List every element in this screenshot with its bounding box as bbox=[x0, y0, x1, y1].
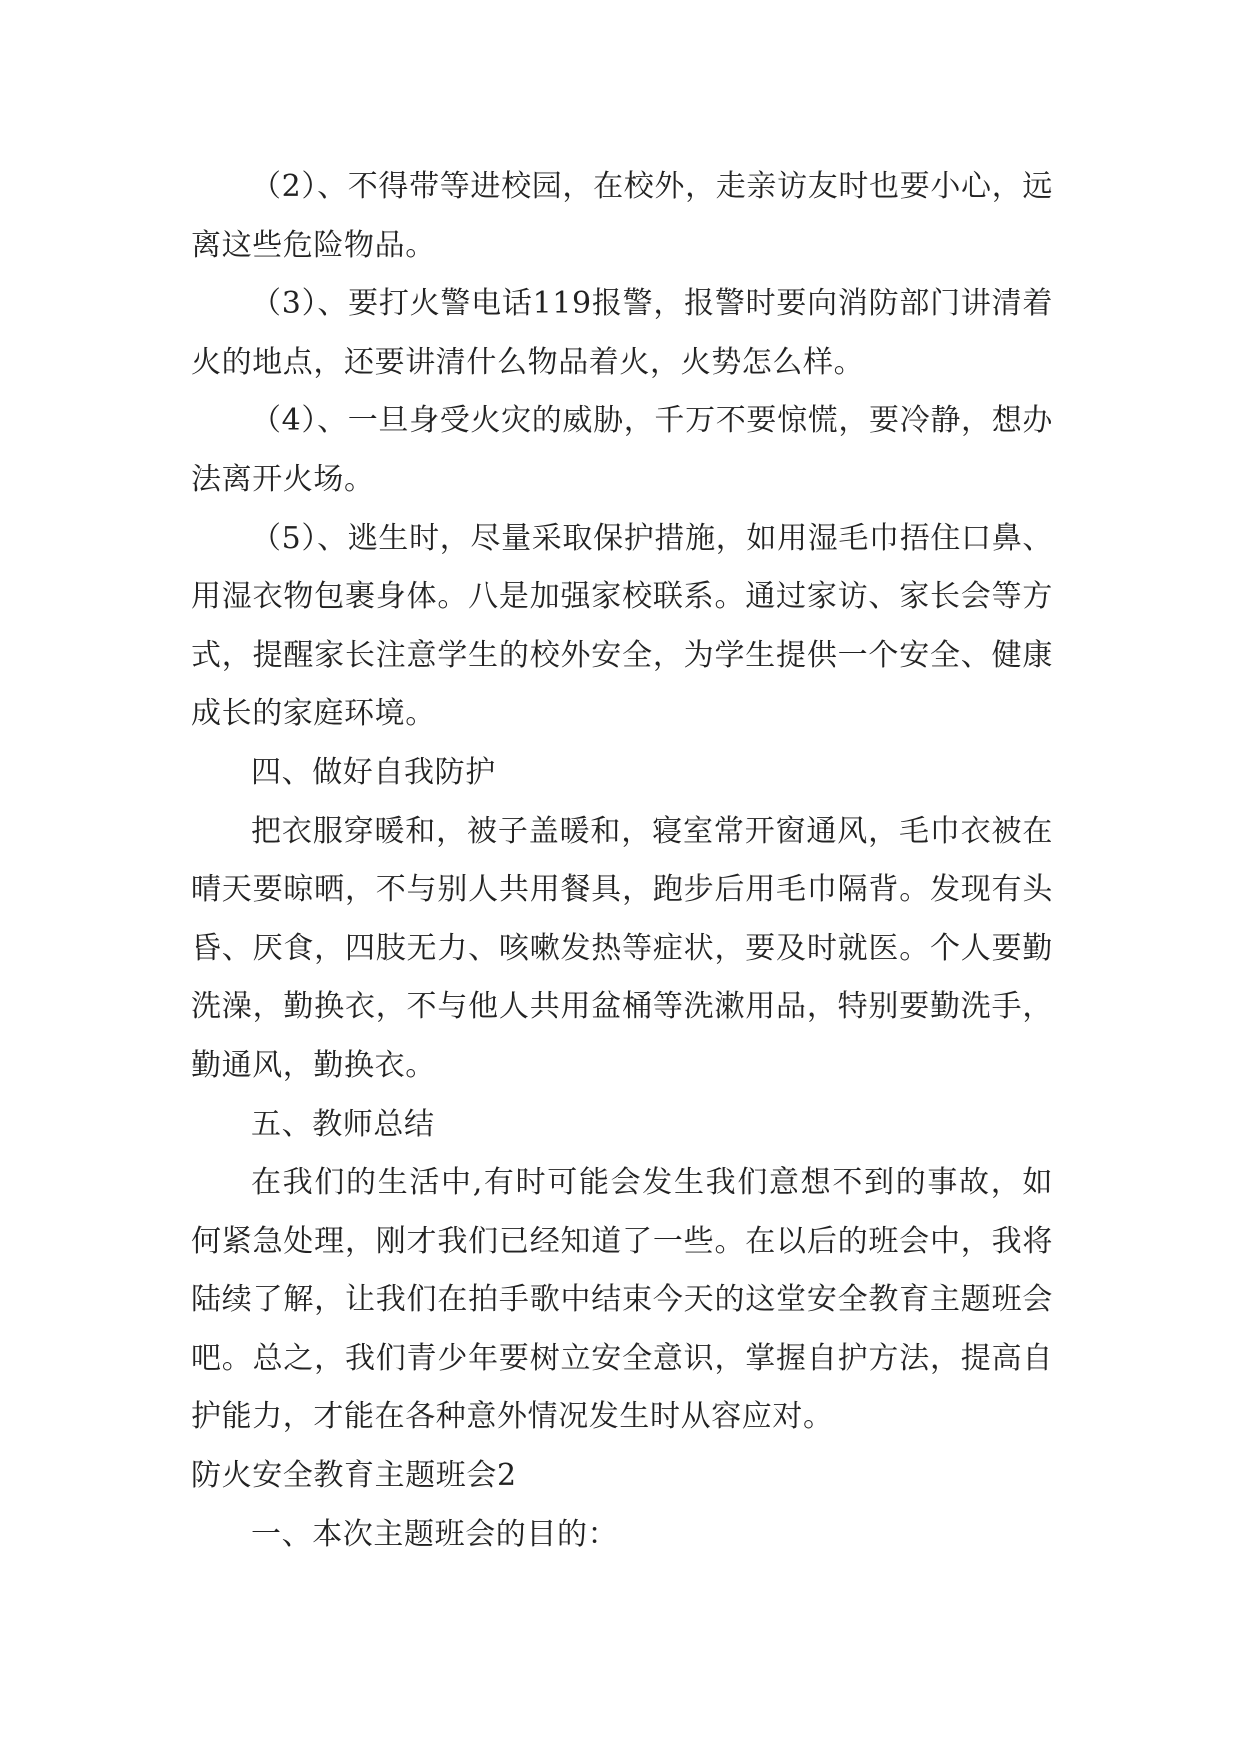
paragraph-self-protection: 把衣服穿暖和，被子盖暖和，寝室常开窗通风，毛巾衣被在晴天要晾晒，不与别人共用餐具，跑步后用毛巾隔背。发现有头昏、厌食，四肢无力、咳嗽发热等症状，要及时就医。个人要勤洗澡，勤换衣，不与他人共用盆桶等洗漱用品，特别要勤洗手，勤通风，勤换衣。 bbox=[191, 813, 1053, 1083]
section-heading-self-protection: 四、做好自我防护 bbox=[251, 754, 496, 790]
paragraph-item-4: （4）、一旦身受火灾的威胁，千万不要惊慌，要冷静，想办法离开火场。 bbox=[191, 403, 1053, 497]
section-heading-teacher-summary: 五、教师总结 bbox=[251, 1106, 435, 1142]
paragraph-item-3: （3）、要打火警电话119报警，报警时要向消防部门讲清着火的地点，还要讲清什么物品着火，火势怎么样。 bbox=[191, 286, 1053, 380]
document-title-2: 防火安全教育主题班会2 bbox=[191, 1458, 517, 1494]
paragraph-teacher-summary: 在我们的生活中,有时可能会发生我们意想不到的事故，如何紧急处理，刚才我们已经知道了一些。在以后的班会中，我将陆续了解，让我们在拍手歌中结束今天的这堂安全教育主题班会吧。总之，我们青少年要树立安全意识，掌握自护方法，提高自护能力，才能在各种意外情况发生时从容应对。 bbox=[191, 1165, 1053, 1435]
section-heading-purpose: 一、本次主题班会的目的： bbox=[251, 1516, 619, 1552]
paragraph-item-2: （2）、不得带等进校园，在校外，走亲访友时也要小心，远离这些危险物品。 bbox=[191, 169, 1053, 263]
document-page bbox=[191, 158, 1053, 1564]
paragraph-item-5: （5）、逃生时，尽量采取保护措施，如用湿毛巾捂住口鼻、用湿衣物包裹身体。八是加强家校联系。通过家访、家长会等方式，提醒家长注意学生的校外安全，为学生提供一个安全、健康成长的家庭环境。 bbox=[191, 520, 1053, 732]
